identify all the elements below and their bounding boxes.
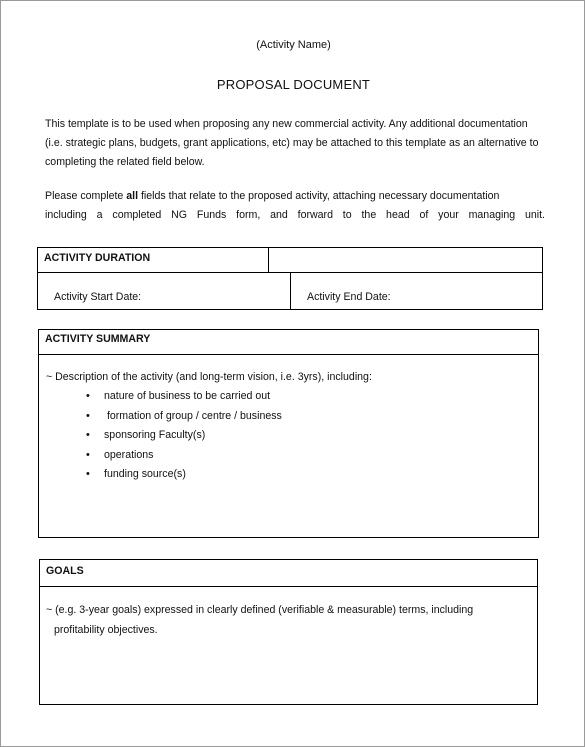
bullet-icon: • [86, 390, 90, 402]
instructions-emphasis: all [126, 190, 139, 202]
list-item: • nature of business to be carried out [86, 390, 271, 402]
instructions-text-b: fields that relate to the proposed activity, attaching necessary documentation [138, 190, 500, 202]
duration-dates-divider [290, 273, 291, 309]
instructions-line-1 [45, 187, 545, 206]
summary-header: ACTIVITY SUMMARY [45, 333, 151, 345]
instructions-text-a: Please complete [45, 190, 127, 202]
goals-header-row [39, 559, 538, 587]
summary-description: ~ Description of the activity (and long-term vision, i.e. 3yrs), including: [46, 371, 372, 383]
bullet-icon: • [86, 409, 90, 422]
activity-start-date-field[interactable]: Activity Start Date: [54, 291, 142, 303]
list-item: • funding source(s) [86, 468, 186, 480]
summary-bullet-list [86, 390, 506, 488]
list-item: • operations [86, 448, 154, 461]
goals-header: GOALS [46, 565, 84, 577]
goals-line-1: ~ (e.g. 3-year goals) expressed in clearly defined (verifiable & measurable) terms, including [46, 604, 474, 616]
duration-header-row [37, 247, 543, 273]
intro-line-3: completing the related field below. [45, 156, 205, 168]
goals-line-2: profitability objectives. [54, 624, 158, 636]
goals-body[interactable] [39, 586, 538, 705]
instructions-line-2: including a completed NG Funds form, and forward to the head of your managing unit. [45, 209, 545, 221]
summary-body[interactable] [38, 354, 539, 538]
intro-line-1: This template is to be used when proposing any new commercial activity. Any additional documentation [45, 118, 528, 130]
bullet-icon: • [86, 448, 90, 461]
intro-line-2: (i.e. strategic plans, budgets, grant applications, etc) may be attached to this template as an alternative to [45, 137, 539, 149]
instructions-paragraph [45, 187, 545, 225]
list-item: • formation of group / centre / business [86, 409, 282, 422]
duration-dates-row [37, 272, 543, 310]
duration-header: ACTIVITY DURATION [44, 252, 151, 264]
activity-name-placeholder: (Activity Name) [256, 39, 331, 51]
document-title: PROPOSAL DOCUMENT [216, 77, 371, 92]
list-item: • sponsoring Faculty(s) [86, 429, 206, 441]
bullet-icon: • [86, 429, 90, 441]
summary-header-row [38, 329, 539, 355]
duration-header-divider [268, 248, 269, 272]
activity-end-date-field[interactable]: Activity End Date: [307, 291, 391, 303]
intro-paragraph [45, 115, 545, 172]
bullet-icon: • [86, 468, 90, 480]
